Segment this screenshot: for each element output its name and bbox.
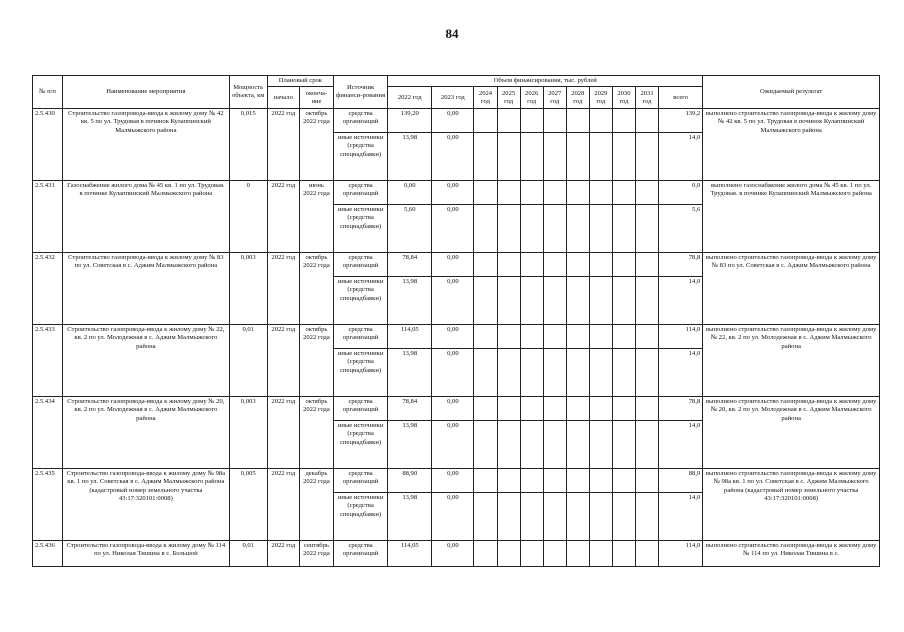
value-2027 <box>543 181 566 205</box>
value-2030 <box>612 541 635 567</box>
value-total: 114,0 <box>659 541 703 567</box>
row-number: 2.5.432 <box>33 253 63 325</box>
value-2028 <box>566 349 589 397</box>
value-2029 <box>589 133 612 181</box>
value-2026 <box>520 181 543 205</box>
table-header <box>33 76 880 109</box>
value-2023: 0,00 <box>432 277 474 325</box>
value-2028 <box>566 277 589 325</box>
expected-result: выполнено строительство газопровода-ввода к жилому дому № 83 по ул. Советская в с. Аджим Малмыжского района <box>703 253 880 325</box>
funding-source: средства организаций <box>334 469 388 493</box>
value-2027 <box>543 277 566 325</box>
header-volume: Объем финансирования, тыс. рублей <box>388 76 703 87</box>
measure-name: Строительство газопровода-ввода к жилому дому № 83 по ул. Советская в с. Аджим Малмыжского района <box>63 253 230 325</box>
value-2027 <box>543 421 566 469</box>
header-capacity: Мощность объекта, км <box>229 76 267 109</box>
header-source: Источник финанси-рования <box>334 76 388 109</box>
header-name: Наименование мероприятия <box>63 76 230 109</box>
value-2026 <box>520 205 543 253</box>
value-2022: 13,98 <box>388 421 432 469</box>
start-term: 2022 год <box>267 469 299 541</box>
value-2029 <box>589 469 612 493</box>
value-2031 <box>636 541 659 567</box>
value-2025 <box>497 541 520 567</box>
funding-source: иные источники (средства спецнадбавки) <box>334 349 388 397</box>
header-year-2023: 2023 год <box>432 87 474 109</box>
value-2027 <box>543 205 566 253</box>
value-2029 <box>589 181 612 205</box>
header-year-2022: 2022 год <box>388 87 432 109</box>
header-year-2031: 2031 год <box>636 87 659 109</box>
value-2029 <box>589 421 612 469</box>
value-2024 <box>474 325 497 349</box>
funding-source: средства организаций <box>334 541 388 567</box>
funding-source: иные источники (средства спецнадбавки) <box>334 205 388 253</box>
table-row <box>33 541 880 567</box>
value-total: 88,9 <box>659 469 703 493</box>
value-2026 <box>520 253 543 277</box>
funding-source: иные источники (средства спецнадбавки) <box>334 277 388 325</box>
value-2025 <box>497 253 520 277</box>
value-2029 <box>589 253 612 277</box>
capacity-value: 0,003 <box>229 253 267 325</box>
capacity-value: 0,01 <box>229 541 267 567</box>
funding-source: средства организаций <box>334 109 388 133</box>
value-2023: 0,00 <box>432 397 474 421</box>
value-2027 <box>543 397 566 421</box>
value-2030 <box>612 277 635 325</box>
funding-source: средства организаций <box>334 325 388 349</box>
value-2028 <box>566 109 589 133</box>
capacity-value: 0,003 <box>229 397 267 469</box>
header-num: № п/п <box>33 76 63 109</box>
value-2025 <box>497 205 520 253</box>
header-start: начало <box>267 87 299 109</box>
value-2025 <box>497 109 520 133</box>
row-number: 2.5.430 <box>33 109 63 181</box>
value-2028 <box>566 421 589 469</box>
value-total: 14,0 <box>659 349 703 397</box>
value-2030 <box>612 421 635 469</box>
value-2024 <box>474 493 497 541</box>
value-2030 <box>612 253 635 277</box>
end-term: октябрь 2022 года <box>299 109 333 181</box>
row-number: 2.5.433 <box>33 325 63 397</box>
value-2023: 0,00 <box>432 325 474 349</box>
funding-source: иные источники (средства спецнадбавки) <box>334 133 388 181</box>
table-body <box>33 109 880 567</box>
value-total: 0,0 <box>659 181 703 205</box>
value-2023: 0,00 <box>432 133 474 181</box>
value-2031 <box>636 349 659 397</box>
value-2024 <box>474 133 497 181</box>
page-number: 84 <box>445 26 459 41</box>
value-total: 14,0 <box>659 277 703 325</box>
value-2030 <box>612 133 635 181</box>
expected-result: выполнено строительство газопровода-ввода к жилому дому № 42 кв. 5 по ул. Трудовая в починок Кулаппинский Малмыжского района <box>703 109 880 181</box>
value-2029 <box>589 277 612 325</box>
value-2027 <box>543 109 566 133</box>
end-term: июнь 2022 года <box>299 181 333 253</box>
value-2031 <box>636 253 659 277</box>
value-2024 <box>474 469 497 493</box>
value-2029 <box>589 109 612 133</box>
expected-result: выполнено газоснабжение жилого дома № 45 кв. 1 по ул. Трудовая. в починке Кулаппинский Малмыжского района <box>703 181 880 253</box>
value-2028 <box>566 493 589 541</box>
value-2023: 0,00 <box>432 109 474 133</box>
value-2026 <box>520 325 543 349</box>
header-year-2027: 2027 год <box>543 87 566 109</box>
value-2024 <box>474 349 497 397</box>
start-term: 2022 год <box>267 181 299 253</box>
capacity-value: 0,015 <box>229 109 267 181</box>
table-row <box>33 325 880 349</box>
row-number: 2.5.436 <box>33 541 63 567</box>
value-total: 14,0 <box>659 133 703 181</box>
value-2029 <box>589 349 612 397</box>
value-2028 <box>566 325 589 349</box>
header-plan-term: Плановый срок <box>267 76 333 87</box>
value-total: 78,8 <box>659 253 703 277</box>
value-2031 <box>636 421 659 469</box>
value-2027 <box>543 325 566 349</box>
value-2025 <box>497 469 520 493</box>
value-2031 <box>636 325 659 349</box>
capacity-value: 0,005 <box>229 469 267 541</box>
value-2024 <box>474 205 497 253</box>
row-number: 2.5.431 <box>33 181 63 253</box>
value-2026 <box>520 109 543 133</box>
header-year-2026: 2026 год <box>520 87 543 109</box>
measure-name: Строительство газопровода-ввода к жилому дому № 20, кв. 2 по ул. Молодежная в с. Аджим Малмыжского района <box>63 397 230 469</box>
header-year-2024: 2024 год <box>474 87 497 109</box>
start-term: 2022 год <box>267 253 299 325</box>
value-2026 <box>520 493 543 541</box>
value-2025 <box>497 133 520 181</box>
header-result: Ожидаемый результат <box>703 76 880 109</box>
table-row <box>33 397 880 421</box>
value-2028 <box>566 205 589 253</box>
value-2023: 0,00 <box>432 421 474 469</box>
value-2023: 0,00 <box>432 205 474 253</box>
value-total: 14,0 <box>659 421 703 469</box>
expected-result: выполнено строительство газопровода-ввода к жилому дому № 98а кв. 1 по ул. Советская в с. Аджим Малмыжского района (кадастровый номер земельного участка 43:17:320101:0008) <box>703 469 880 541</box>
value-2022: 5,60 <box>388 205 432 253</box>
value-2022: 114,05 <box>388 541 432 567</box>
funding-source: средства организаций <box>334 181 388 205</box>
value-2023: 0,00 <box>432 493 474 541</box>
value-2024 <box>474 109 497 133</box>
value-2028 <box>566 469 589 493</box>
value-2029 <box>589 493 612 541</box>
value-2022: 78,84 <box>388 253 432 277</box>
row-number: 2.5.434 <box>33 397 63 469</box>
measure-name: Строительство газопровода-ввода к жилому дому № 22, кв. 2 по ул. Молодежная в с. Аджим Малмыжского района <box>63 325 230 397</box>
value-2030 <box>612 109 635 133</box>
value-2027 <box>543 493 566 541</box>
value-2024 <box>474 397 497 421</box>
value-2024 <box>474 253 497 277</box>
start-term: 2022 год <box>267 109 299 181</box>
value-2024 <box>474 277 497 325</box>
table-row <box>33 109 880 133</box>
value-2030 <box>612 469 635 493</box>
value-2031 <box>636 277 659 325</box>
end-term: октябрь 2022 года <box>299 325 333 397</box>
value-2027 <box>543 541 566 567</box>
value-total: 14,0 <box>659 493 703 541</box>
expected-result: выполнено строительство газопровода-ввода к жилому дому № 22, кв. 2 по ул. Молодежная в с. Аджим Малмыжского района <box>703 325 880 397</box>
value-total: 78,8 <box>659 397 703 421</box>
value-2031 <box>636 469 659 493</box>
value-2031 <box>636 133 659 181</box>
end-term: сентябрь 2022 года <box>299 541 333 567</box>
table-row <box>33 253 880 277</box>
value-2025 <box>497 493 520 541</box>
measure-name: Строительство газопровода-ввода к жилому дому № 42 кв. 5 по ул. Трудовая в починок Кулаппинский Малмыжского района <box>63 109 230 181</box>
value-2026 <box>520 349 543 397</box>
value-2028 <box>566 541 589 567</box>
funding-source: иные источники (средства спецнадбавки) <box>334 493 388 541</box>
value-2026 <box>520 277 543 325</box>
value-total: 5,6 <box>659 205 703 253</box>
table-row <box>33 469 880 493</box>
header-year-2025: 2025 год <box>497 87 520 109</box>
row-number: 2.5.435 <box>33 469 63 541</box>
start-term: 2022 год <box>267 541 299 567</box>
header-end: оконча-ние <box>299 87 333 109</box>
value-2027 <box>543 133 566 181</box>
value-2026 <box>520 469 543 493</box>
funding-source: средства организаций <box>334 397 388 421</box>
value-2024 <box>474 541 497 567</box>
value-2025 <box>497 349 520 397</box>
value-2029 <box>589 541 612 567</box>
value-2022: 88,90 <box>388 469 432 493</box>
value-2030 <box>612 181 635 205</box>
value-2024 <box>474 421 497 469</box>
value-2030 <box>612 397 635 421</box>
value-2031 <box>636 181 659 205</box>
end-term: декабрь 2022 года <box>299 469 333 541</box>
value-2028 <box>566 253 589 277</box>
value-2030 <box>612 493 635 541</box>
value-2022: 78,84 <box>388 397 432 421</box>
value-2023: 0,00 <box>432 469 474 493</box>
value-2031 <box>636 493 659 541</box>
end-term: октябрь 2022 года <box>299 253 333 325</box>
value-2025 <box>497 181 520 205</box>
value-2026 <box>520 421 543 469</box>
value-2022: 114,05 <box>388 325 432 349</box>
measure-name: Строительство газопровода-ввода к жилому дому № 114 по ул. Николая Тишина в с. Большой <box>63 541 230 567</box>
capacity-value: 0 <box>229 181 267 253</box>
funding-source: иные источники (средства спецнадбавки) <box>334 421 388 469</box>
financing-table <box>32 75 880 567</box>
value-total: 139,2 <box>659 109 703 133</box>
value-2029 <box>589 205 612 253</box>
value-2027 <box>543 349 566 397</box>
header-year-2030: 2030 год <box>612 87 635 109</box>
value-2023: 0,00 <box>432 253 474 277</box>
start-term: 2022 год <box>267 325 299 397</box>
value-2031 <box>636 397 659 421</box>
start-term: 2022 год <box>267 397 299 469</box>
value-2026 <box>520 541 543 567</box>
measure-name: Газоснабжение жилого дома № 45 кв. 1 по ул. Трудовая. в починке Кулаппинский Малмыжского района <box>63 181 230 253</box>
value-2027 <box>543 469 566 493</box>
value-2029 <box>589 325 612 349</box>
value-2027 <box>543 253 566 277</box>
value-2022: 13,98 <box>388 493 432 541</box>
funding-source: средства организаций <box>334 253 388 277</box>
header-year-2028: 2028 год <box>566 87 589 109</box>
expected-result: выполнено строительство газопровода-ввода к жилому дому № 114 по ул. Николая Тишина в с. <box>703 541 880 567</box>
value-2031 <box>636 205 659 253</box>
value-2023: 0,00 <box>432 181 474 205</box>
value-2025 <box>497 277 520 325</box>
value-2028 <box>566 181 589 205</box>
value-2030 <box>612 205 635 253</box>
table-row <box>33 181 880 205</box>
value-2024 <box>474 181 497 205</box>
value-2029 <box>589 397 612 421</box>
value-2030 <box>612 325 635 349</box>
value-2026 <box>520 133 543 181</box>
value-2030 <box>612 349 635 397</box>
header-total: всего <box>659 87 703 109</box>
value-2026 <box>520 397 543 421</box>
value-2025 <box>497 421 520 469</box>
expected-result: выполнено строительство газопровода-ввода к жилому дому № 20, кв. 2 по ул. Молодежная в с. Аджим Малмыжского района <box>703 397 880 469</box>
value-2023: 0,00 <box>432 349 474 397</box>
value-2022: 0,00 <box>388 181 432 205</box>
header-year-2029: 2029 год <box>589 87 612 109</box>
value-2028 <box>566 133 589 181</box>
value-2022: 13,98 <box>388 349 432 397</box>
value-2031 <box>636 109 659 133</box>
end-term: октябрь 2022 года <box>299 397 333 469</box>
value-2025 <box>497 325 520 349</box>
value-2028 <box>566 397 589 421</box>
value-total: 114,0 <box>659 325 703 349</box>
value-2025 <box>497 397 520 421</box>
capacity-value: 0,01 <box>229 325 267 397</box>
value-2022: 13,98 <box>388 133 432 181</box>
value-2022: 139,20 <box>388 109 432 133</box>
value-2022: 13,98 <box>388 277 432 325</box>
value-2023: 0,00 <box>432 541 474 567</box>
measure-name: Строительство газопровода-ввода к жилому дому № 98а кв. 1 по ул. Советская в с. Аджим Малмыжского района (кадастровый номер земельного участка 43:17:320101:0008) <box>63 469 230 541</box>
